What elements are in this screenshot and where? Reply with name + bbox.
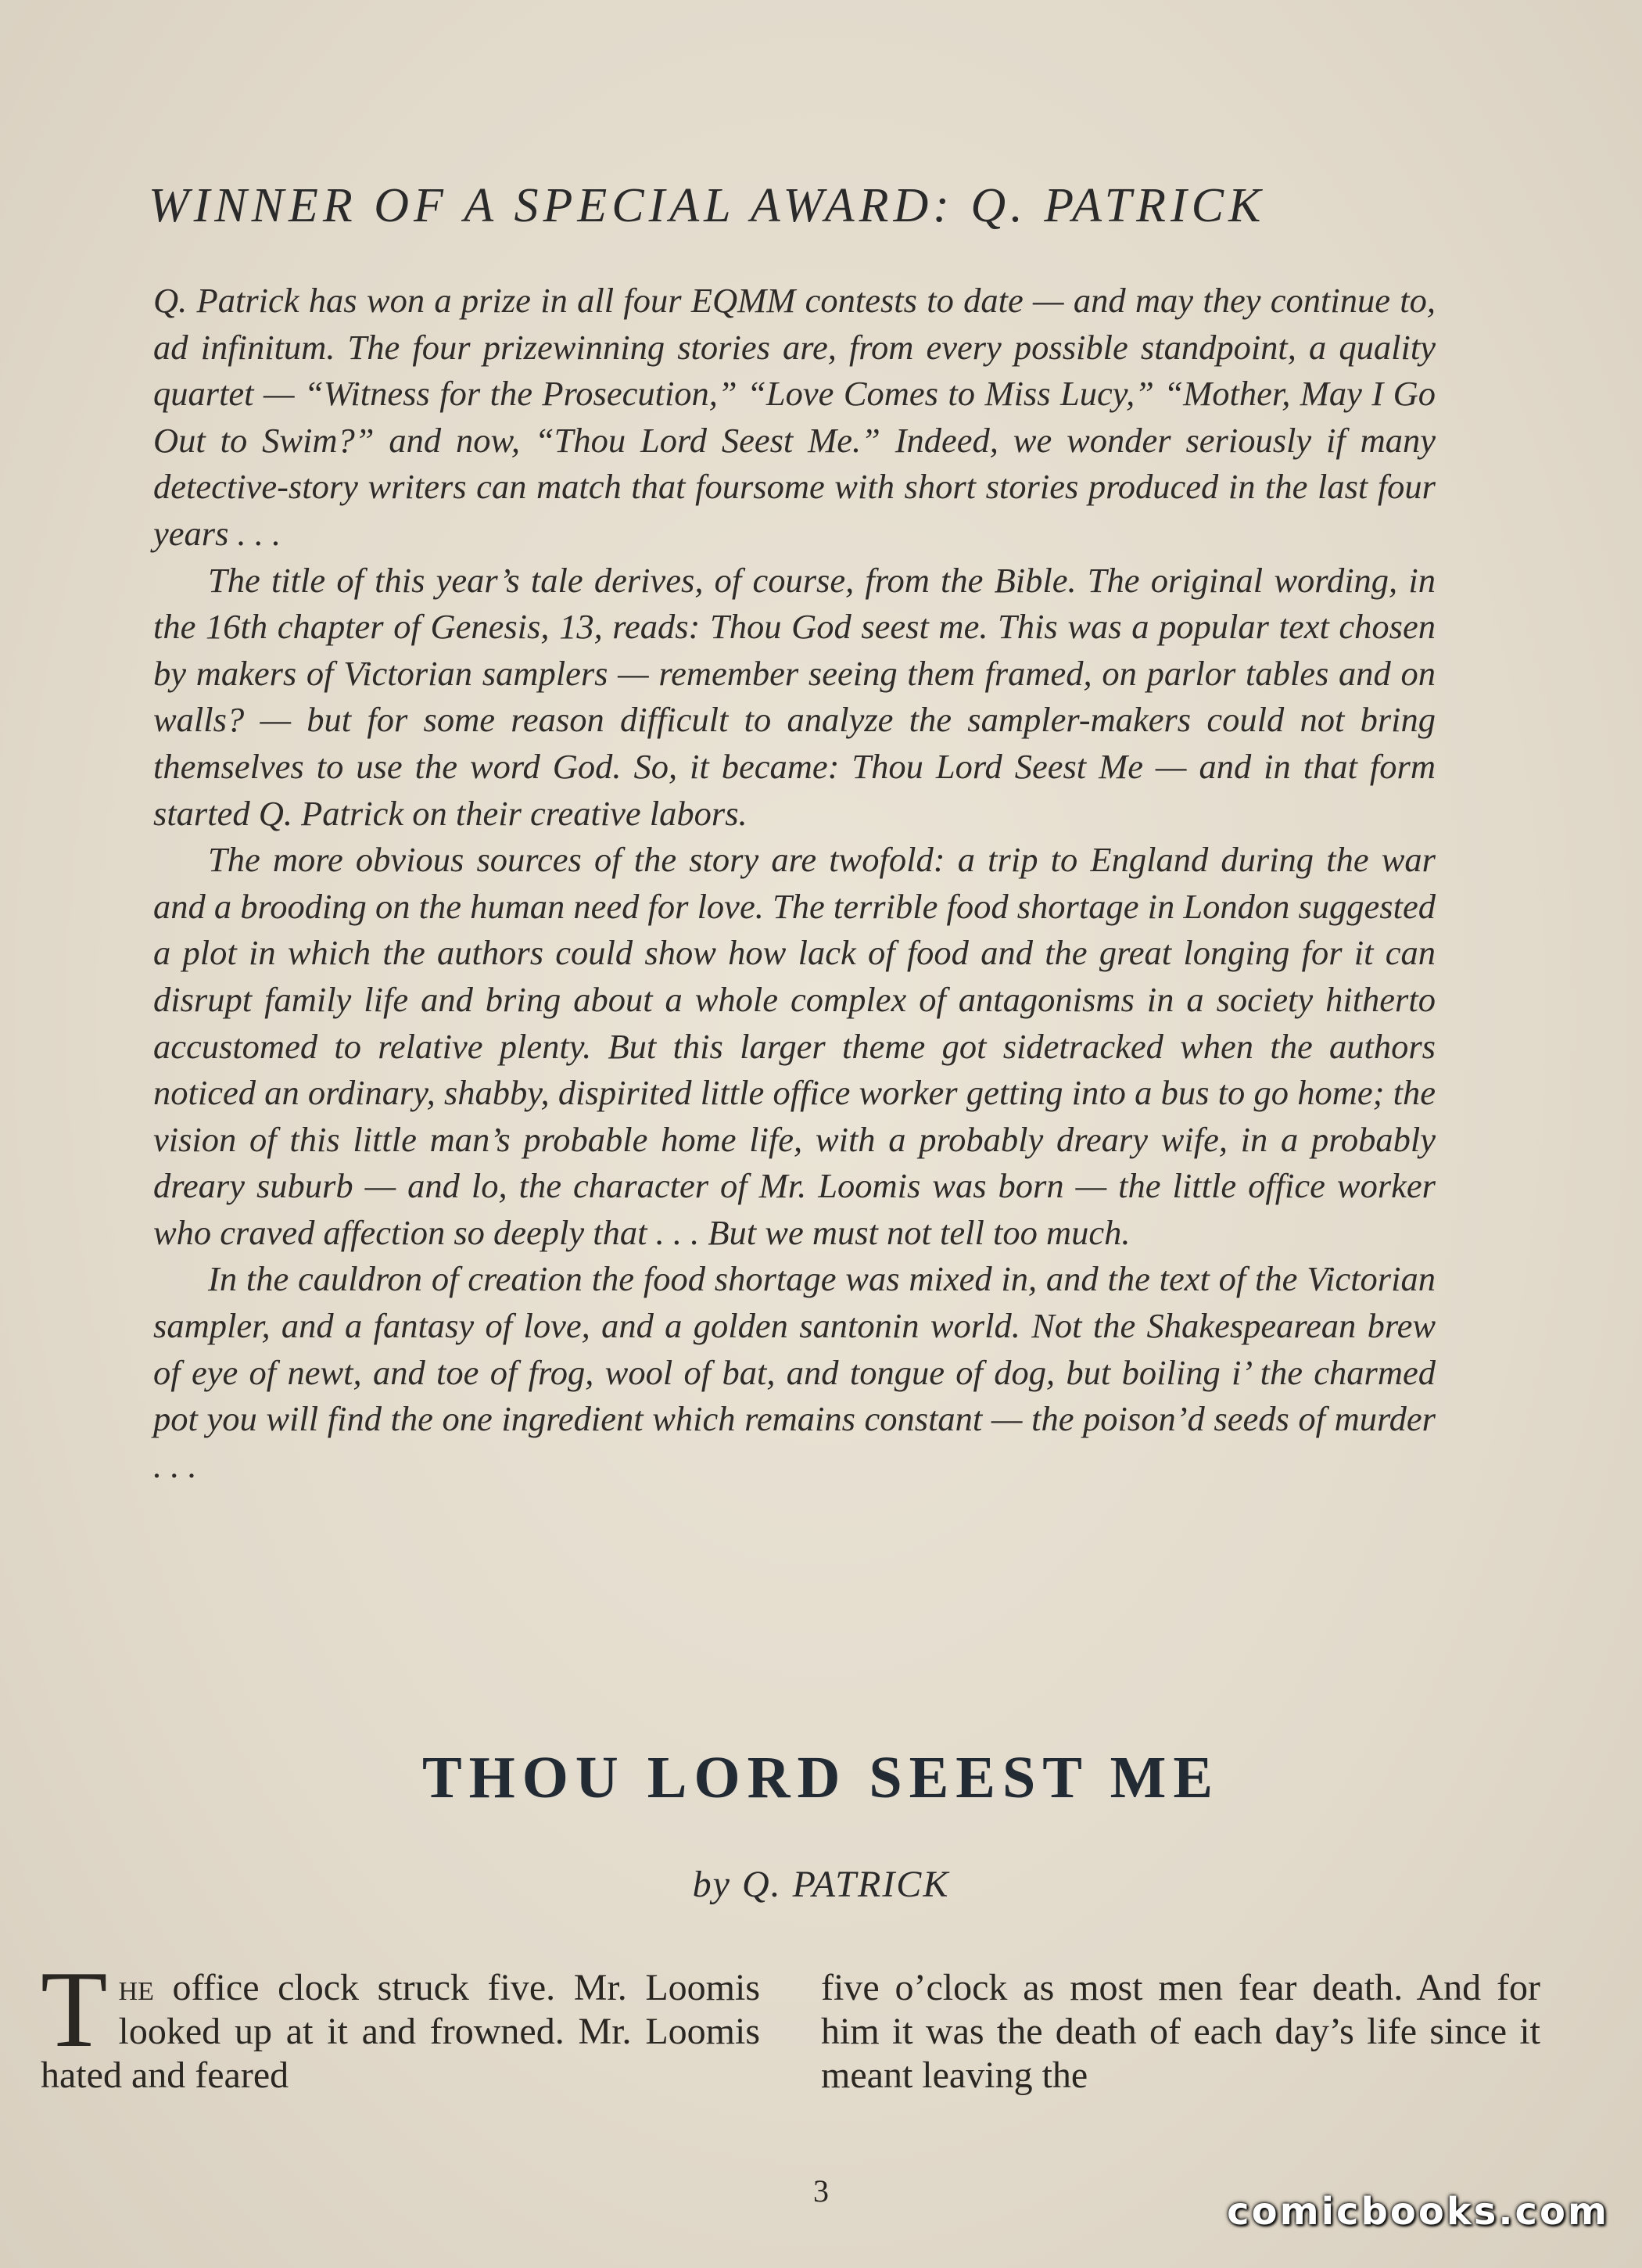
opening-small-caps: he — [118, 1967, 154, 2008]
story-column-left — [41, 1949, 760, 2098]
right-column-text: five o’clock as most men fear death. And for him it was the death of each day’s life since it meant leaving the — [821, 1967, 1540, 2096]
intro-paragraph: The title of this year’s tale derives, of course, from the Bible. The original wording, in the 16th chapter of Genesis, 13, reads: Thou God seest me. This was a popular text chosen by makers of Victorian samplers — remember seeing them framed, on parlor tables and on walls? — but for some reason difficult to analyze the sampler-makers could not bring themselves to use the word God. So, it became: Thou Lord Seest Me — and in that form started Q. Patrick on their creative labors. — [153, 560, 1436, 833]
section-header: WINNER OF A SPECIAL AWARD: Q. PATRICK — [149, 179, 1266, 232]
story-column-right — [821, 1966, 1540, 2098]
site-watermark: comicbooks.com — [1227, 2190, 1609, 2234]
story-title: THOU LORD SEEST ME — [421, 1745, 1221, 1810]
drop-cap: T — [41, 1949, 108, 2070]
intro-paragraph: The more obvious sources of the story are twofold: a trip to England during the war and a brooding on the human need for love. The terrible food shortage in London suggested a plot in which the authors could show how lack of food and the great longing for it can disrupt family life and bring about a whole complex of antagonisms in a society hitherto accustomed to relative plenty. But this larger theme got sidetracked when the authors noticed an ordinary, shabby, dispirited little office worker getting into a bus to go home; the vision of this little man’s probable home life, with a probably dreary wife, in a probably dreary suburb — and lo, the character of Mr. Loomis was born — the little office worker who craved affection so deeply that . . . But we must not tell too much. — [153, 840, 1436, 1252]
page-number: 3 — [813, 2173, 829, 2209]
left-column-text: office clock struck five. Mr. Loomis looked up at it and frowned. Mr. Loomis hated and feared — [41, 1967, 760, 2096]
story-byline: by Q. PATRICK — [692, 1864, 950, 1905]
intro-paragraph: Q. Patrick has won a prize in all four EQMM contests to date — and may they continue to, ad infinitum. The four prizewinning stories are, from every possible standpoint, a quality quartet — “Witness for the Prosecution,” “Love Comes to Miss Lucy,” “Mother, May I Go Out to Swim?” and now, “Thou Lord Seest Me.” Indeed, we wonder seriously if many detective-story writers can match that foursome with short stories produced in the last four years . . . — [153, 281, 1436, 553]
intro-paragraph: In the cauldron of creation the food shortage was mixed in, and the text of the Victorian sampler, and a fantasy of love, and a golden santonin world. Not the Shakespearean brew of eye of newt, and toe of frog, wool of bat, and tongue of dog, but boiling i’ the charmed pot you will find the one ingredient which remains constant — the poison’d seeds of murder . . . — [153, 1259, 1436, 1485]
story-opening-paragraph — [41, 1949, 760, 2098]
editorial-introduction — [153, 278, 1436, 1489]
